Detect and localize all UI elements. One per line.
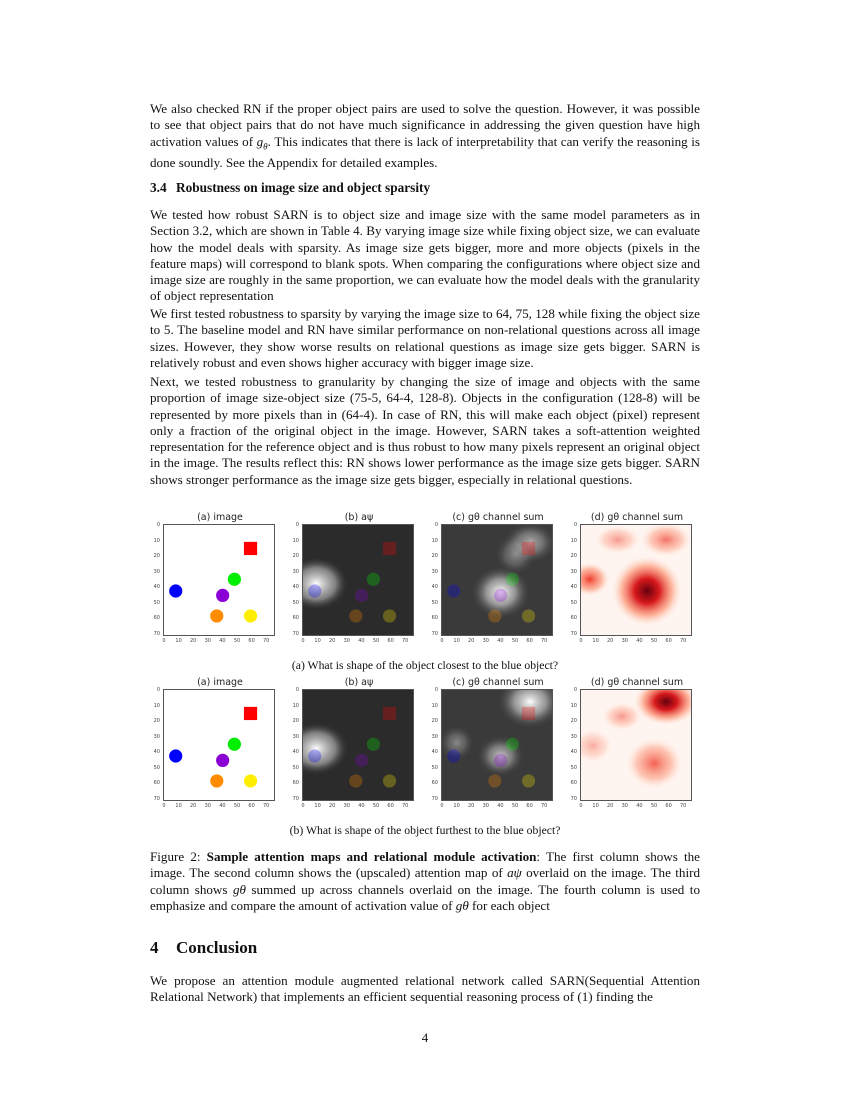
y-tick-label: 10 (570, 702, 577, 709)
y-tick-label: 60 (153, 780, 160, 786)
x-tick-label: 60 (387, 638, 394, 644)
y-tick-label: 60 (292, 615, 299, 621)
x-tick-label: 30 (621, 638, 628, 644)
y-tick-label: 0 (434, 687, 438, 693)
y-tick-label: 30 (431, 568, 438, 575)
x-tick-label: 40 (219, 803, 226, 809)
y-tick-label: 30 (153, 568, 160, 575)
x-tick-label: 60 (248, 803, 255, 809)
panel-plot-gsum (441, 524, 553, 636)
x-tick-label: 50 (233, 803, 241, 809)
y-tick-label: 20 (570, 718, 577, 724)
green-circle (506, 738, 519, 751)
orange-circle (488, 774, 501, 787)
y-tick-label: 0 (434, 522, 438, 528)
y-tick-label: 60 (570, 615, 577, 621)
x-tick-label: 30 (482, 803, 489, 809)
x-tick-label: 50 (511, 803, 519, 809)
x-tick-label: 0 (579, 803, 583, 809)
x-tick-label: 0 (440, 803, 444, 809)
purple-circle (355, 589, 368, 602)
panel-g-sum-2: (c) gθ channel sum 0 10 20 30 40 50 60 70 0 10 20 30 40 50 60 70 (423, 677, 573, 822)
x-tick-label: 30 (482, 638, 489, 644)
y-tick-label: 50 (431, 764, 438, 771)
panel-image: (a) image 0 10 20 30 40 50 60 70 0 10 20 30 40 50 60 70 (145, 512, 295, 657)
x-tick-label: 10 (453, 638, 460, 644)
x-tick-label: 40 (636, 803, 643, 809)
x-tick-label: 40 (497, 638, 504, 644)
x-tick-label: 20 (329, 803, 336, 809)
panel-attention-2: (b) aψ 0 10 20 30 40 50 60 70 0 10 20 30 40 50 60 70 (284, 677, 434, 822)
x-tick-label: 10 (314, 803, 321, 809)
y-tick-label: 30 (431, 733, 438, 740)
x-tick-label: 40 (219, 638, 226, 644)
y-tick-label: 20 (292, 553, 299, 559)
y-tick-label: 40 (431, 749, 438, 755)
page-number: 4 (421, 1030, 429, 1045)
y-tick-label: 40 (570, 584, 577, 590)
y-tick-label: 50 (570, 599, 577, 606)
yellow-circle (244, 774, 257, 787)
red-square (383, 707, 396, 720)
yellow-circle (522, 609, 535, 622)
y-tick-label: 30 (570, 733, 577, 740)
y-tick-label: 40 (153, 584, 160, 590)
scene-svg (164, 525, 274, 635)
y-tick-label: 40 (431, 584, 438, 590)
y-tick-label: 0 (156, 687, 160, 693)
y-tick-label: 50 (431, 599, 438, 606)
panel-plot-attention (302, 524, 414, 636)
green-circle (367, 738, 380, 751)
x-tick-label: 60 (665, 803, 672, 809)
x-tick-label: 0 (162, 638, 166, 644)
paragraph-granularity: Next, we tested robustness to granularity by changing the size of image and objects with the same proportion of image size-object size (75-5, 64-4, 128-8). Objects in the configuration (128-8) will be represented by more pixels than in (64-4). In case of RN, this will make each object (pixel) represent only a fraction of the original object in the image. However, SARN takes a soft-attention weighted representation for the reference object and is thus robust to how many pixels represent an original object in the image. The results reflect this: RN shows lower performance as the image size gets bigger. SARN shows stronger performance as the image size gets bigger, especially in relational questions. (150, 374, 700, 487)
panel-g-sum: (c) gθ channel sum 0 10 20 30 40 50 60 70 0 10 20 30 40 50 60 70 (423, 512, 573, 657)
red-square (244, 542, 257, 555)
y-tick-label: 60 (431, 615, 438, 621)
x-tick-label: 60 (248, 638, 255, 644)
blue-circle (169, 749, 182, 762)
y-tick-label: 10 (292, 537, 299, 544)
purple-circle (216, 754, 229, 767)
green-circle (367, 573, 380, 586)
y-tick-label: 10 (570, 537, 577, 544)
x-tick-label: 70 (263, 638, 270, 644)
x-tick-label: 70 (541, 638, 548, 644)
blue-circle (447, 584, 460, 597)
panel-g-sum-heat: (d) gθ channel sum 0 10 20 30 40 50 60 70 0 10 20 30 40 50 60 70 (562, 512, 712, 657)
red-square (244, 707, 257, 720)
y-tick-label: 30 (570, 568, 577, 575)
panel-plot-heat-2 (580, 689, 692, 801)
x-tick-label: 30 (343, 638, 350, 644)
x-tick-label: 30 (204, 803, 211, 809)
x-tick-label: 20 (468, 803, 475, 809)
y-tick-label: 10 (431, 702, 438, 709)
yellow-circle (244, 609, 257, 622)
paragraph-robustness-intro: We tested how robust SARN is to object size and image size with the same model parameters as in Section 3.2, which are shown in Table 4. By varying image size while fixing object size, we can evaluate how the model deals with sparsity. As image size gets bigger, more and more objects (pixels in the feature maps) will correspond to blank spots. When comparing the configurations where object size and image size are roughly in the same proportion, we can evaluate how the model deals with the granularity of object representation (150, 207, 700, 304)
y-tick-label: 60 (153, 615, 160, 621)
green-circle (506, 573, 519, 586)
y-tick-label: 10 (431, 537, 438, 544)
red-square (522, 542, 535, 555)
orange-circle (349, 609, 362, 622)
y-tick-label: 20 (431, 718, 438, 724)
y-tick-label: 30 (153, 733, 160, 740)
x-tick-label: 50 (650, 638, 658, 644)
panel-g-sum-heat-2: (d) gθ channel sum 0 10 20 30 40 50 60 70 0 10 20 30 40 50 60 70 (562, 677, 712, 822)
subcaption-a: (a) What is shape of the object closest to the blue object? (291, 659, 559, 672)
y-tick-label: 40 (570, 749, 577, 755)
x-tick-label: 20 (190, 638, 197, 644)
x-tick-label: 20 (607, 803, 614, 809)
x-tick-label: 50 (233, 638, 241, 644)
paragraph-sparsity: We first tested robustness to sparsity by varying the image size to 64, 75, 128 while fixing the object size to 5. The baseline model and RN have similar performance on non-relational questions across all image sizes. However, they show worse results on relational questions as image size gets bigger. SARN is relatively robust and even shows higher accuracy with bigger image size. (150, 306, 700, 370)
x-tick-label: 0 (301, 803, 305, 809)
x-tick-label: 60 (387, 803, 394, 809)
x-tick-label: 70 (541, 803, 548, 809)
y-tick-label: 20 (570, 553, 577, 559)
panel-plot-heat (580, 524, 692, 636)
y-tick-label: 20 (431, 553, 438, 559)
x-tick-label: 0 (579, 638, 583, 644)
figure-caption: Figure 2: Sample attention maps and relational module activation: The first column shows the image. The second column shows the (upscaled) attention map of aψ overlaid on the image. The third column shows gθ summed up across channels overlaid on the image. The fourth column is used to emphasize and compare the amount of activation value of gθ for each object (150, 849, 701, 913)
x-tick-label: 40 (358, 638, 365, 644)
y-tick-label: 20 (153, 553, 160, 559)
blue-circle (169, 584, 182, 597)
x-tick-label: 10 (453, 803, 460, 809)
purple-circle (355, 754, 368, 767)
orange-circle (488, 609, 501, 622)
y-tick-label: 70 (431, 630, 438, 637)
orange-circle (210, 609, 223, 622)
x-tick-label: 60 (665, 638, 672, 644)
x-tick-label: 50 (511, 638, 519, 644)
x-tick-label: 10 (314, 638, 321, 644)
x-tick-label: 0 (162, 803, 166, 809)
x-tick-label: 30 (621, 803, 628, 809)
yellow-circle (383, 774, 396, 787)
yellow-circle (522, 774, 535, 787)
paragraph-rn-interpretability: We also checked RN if the proper object pairs are used to solve the question. However, it was possible to see that object pairs that do not have much significance in addressing the given question have high activation values of $g_\theta$. This indicates that there is lack of interpretability that can verify the reasoning is done soundly. See the Appendix for detailed examples. (150, 101, 700, 170)
yellow-circle (383, 609, 396, 622)
y-tick-label: 0 (573, 687, 577, 693)
x-tick-label: 0 (301, 638, 305, 644)
y-tick-label: 20 (153, 718, 160, 724)
purple-circle (494, 754, 507, 767)
red-square (522, 707, 535, 720)
y-tick-label: 10 (292, 702, 299, 709)
y-tick-label: 60 (292, 780, 299, 786)
green-circle (228, 738, 241, 751)
red-square (383, 542, 396, 555)
y-tick-label: 0 (573, 522, 577, 528)
x-tick-label: 70 (263, 803, 270, 809)
x-tick-label: 10 (592, 803, 599, 809)
x-tick-label: 40 (497, 803, 504, 809)
x-tick-label: 50 (650, 803, 658, 809)
orange-circle (210, 774, 223, 787)
x-tick-label: 10 (175, 803, 182, 809)
y-tick-label: 0 (295, 522, 299, 528)
x-tick-label: 30 (204, 638, 211, 644)
y-tick-label: 0 (156, 522, 160, 528)
y-tick-label: 40 (292, 584, 299, 590)
y-tick-label: 50 (153, 764, 160, 771)
y-tick-label: 40 (153, 749, 160, 755)
y-tick-label: 70 (292, 630, 299, 637)
y-tick-label: 70 (153, 630, 160, 637)
paragraph-conclusion: We propose an attention module augmented relational network called SARN(Sequential Attention Relational Network) that implements an efficient sequential reasoning process of (1) finding the (150, 973, 700, 1005)
section-heading-3-4: 3.4 Robustness on image size and object sparsity (150, 180, 431, 195)
panel-plot-image-2 (163, 689, 275, 801)
panel-plot-attention-2 (302, 689, 414, 801)
x-tick-label: 30 (343, 803, 350, 809)
x-tick-label: 70 (402, 803, 409, 809)
y-tick-label: 30 (292, 733, 299, 740)
x-tick-label: 60 (526, 803, 533, 809)
x-tick-label: 20 (607, 638, 614, 644)
y-tick-label: 60 (570, 780, 577, 786)
y-tick-label: 20 (292, 718, 299, 724)
panel-attention: (b) aψ 0 10 20 30 40 50 60 70 0 10 20 30 40 50 60 70 (284, 512, 434, 657)
y-tick-label: 70 (292, 795, 299, 802)
x-tick-label: 0 (440, 638, 444, 644)
x-tick-label: 50 (372, 803, 380, 809)
green-circle (228, 573, 241, 586)
y-tick-label: 70 (570, 630, 577, 637)
x-tick-label: 10 (592, 638, 599, 644)
y-tick-label: 10 (153, 702, 160, 709)
x-tick-label: 40 (636, 638, 643, 644)
blue-circle (308, 749, 321, 762)
x-tick-label: 50 (372, 638, 380, 644)
y-tick-label: 70 (570, 795, 577, 802)
y-tick-label: 10 (153, 537, 160, 544)
blue-circle (447, 749, 460, 762)
x-tick-label: 70 (680, 638, 687, 644)
x-tick-label: 20 (329, 638, 336, 644)
y-tick-label: 60 (431, 780, 438, 786)
x-tick-label: 20 (190, 803, 197, 809)
subcaption-b: (b) What is shape of the object furthest to the blue object? (289, 824, 561, 837)
panel-image-2: (a) image 0 10 20 30 40 50 60 70 0 10 20 30 40 50 60 70 (145, 677, 295, 822)
y-tick-label: 70 (153, 795, 160, 802)
orange-circle (349, 774, 362, 787)
blue-circle (308, 584, 321, 597)
y-tick-label: 50 (153, 599, 160, 606)
x-tick-label: 20 (468, 638, 475, 644)
x-tick-label: 40 (358, 803, 365, 809)
x-tick-label: 70 (680, 803, 687, 809)
x-tick-label: 70 (402, 638, 409, 644)
y-tick-label: 30 (292, 568, 299, 575)
x-tick-label: 60 (526, 638, 533, 644)
y-tick-label: 0 (295, 687, 299, 693)
y-tick-label: 70 (431, 795, 438, 802)
section-heading-conclusion: 4 Conclusion (150, 938, 258, 957)
purple-circle (216, 589, 229, 602)
y-tick-label: 40 (292, 749, 299, 755)
panel-plot-image (163, 524, 275, 636)
panel-plot-gsum-2 (441, 689, 553, 801)
y-tick-label: 50 (292, 599, 299, 606)
x-tick-label: 10 (175, 638, 182, 644)
purple-circle (494, 589, 507, 602)
y-tick-label: 50 (292, 764, 299, 771)
y-tick-label: 50 (570, 764, 577, 771)
